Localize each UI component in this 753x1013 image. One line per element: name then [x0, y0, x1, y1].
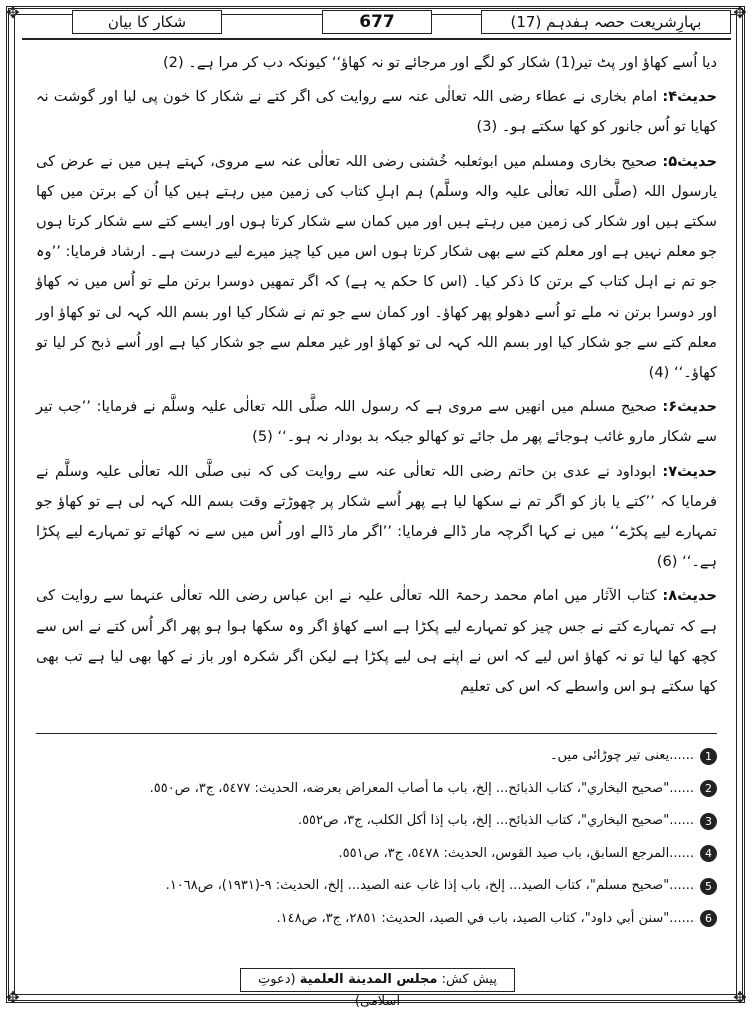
footnote-number: 5 [700, 878, 717, 895]
footnote: 4 ......المرجع السابق، باب صيد القوس، الحديث: ٥٤٧٨، ج٣، ص٥٥١. [36, 838, 717, 871]
main-text [36, 48, 717, 706]
hadith-heading: حدیث۸: [662, 587, 717, 605]
footnote-number: 2 [700, 780, 717, 797]
footnote: 5 ......"صحيح مسلم"، كتاب الصيد... إلخ، باب إذا غاب عنه الصيد... إلخ، الحديث: ٩-(١٩٣١)، ص١٠٦٨. [36, 870, 717, 903]
hadith-6: حدیث۶: صحیح مسلم میں انھیں سے مروی ہے کہ رسول اللہ صلَّی اللہ تعالٰی علیہ وسلَّم نے فرمایا: ’’جب تیر سے شکار مارو غائب ہوجائے پھر مل جائے تو کھالو جبکہ بد بودار نہ ہو۔‘‘ (5) [36, 398, 717, 446]
hadith-heading: حدیث۴: [662, 88, 717, 106]
chapter-title: شکار کا بیان [72, 10, 222, 34]
page-header [22, 8, 731, 36]
footnotes [36, 740, 717, 935]
publisher-name: مجلس المدینة العلمیة [299, 972, 438, 987]
presenter-label: پیش کش: [441, 972, 497, 987]
footnote: 1 ......یعنی تیر چوڑائی میں۔ [36, 740, 717, 773]
footnote: 3 ......"صحيح البخاري"، كتاب الذبائح... إلخ، باب إذا أكل الكلب، ج٣، ص٥٥٢. [36, 805, 717, 838]
footnote: 6 ......"سنن أبي داود"، كتاب الصيد، باب في الصيد، الحديث: ٢٨٥١، ج٣، ص١٤٨. [36, 903, 717, 936]
corner-ornament-icon: ✥ [733, 3, 747, 22]
hadith-heading: حدیث۵: [662, 152, 717, 170]
hadith-5: حدیث۵: صحیح بخاری ومسلم میں ابوثعلبہ خُشنی رضی اللہ تعالٰی عنہ سے مروی، کہتے ہیں میں نے عرض کی یارسول اللہ (صلَّی اللہ تعالٰی علیہ والہ وسلَّم) ہم اہلِ کتاب کی زمین میں رہتے ہیں کیا اُن کے برتن میں کھا سکتے ہیں اور شکار کی زمین میں رہتے ہیں اور میں کمان سے شکار کرتا ہوں اور ایسے کتے سے شکار کرتا ہوں جو معلم نہیں ہے اور معلم کتے سے بھی شکار کرتا ہوں اس میں کیا چیز میرے لیے درست ہے۔ ارشاد فرمایا: ’’وہ جو تم نے اہل کتاب کے برتن کا ذکر کیا۔ (اس کا حکم یہ ہے) کہ اگر تمھیں دوسرا برتن ملے تو اُس میں نہ کھاؤ اور دوسرا برتن نہ ملے تو اُسے دھولو پھر کھاؤ۔ اور کمان سے جو تم نے شکار کیا اور بسم اللہ کہہ لی تو کھاؤ اور معلم کتے سے جو شکار کیا اور بسم اللہ کہہ لی تو کھاؤ اور غیر معلم سے جو شکار کیا ہے اور اُسے ذبح کر لیا تو کھاؤ۔‘‘ (4) [36, 152, 717, 382]
hadith-4: حدیث۴: امام بخاری نے عطاء رضی اللہ تعالٰی عنہ سے روایت کی اگر کتے نے شکار کا خون پی لیا اور گوشت نہ کھایا تو اُس جانور کو کھا سکتے ہو۔ (3) [36, 88, 717, 136]
hadith-heading: حدیث۷: [662, 462, 717, 480]
footnote-number: 1 [700, 748, 717, 765]
header-divider [22, 38, 731, 40]
footnote-divider [36, 733, 717, 734]
footnote-number: 4 [700, 845, 717, 862]
page-footer [240, 968, 515, 1009]
corner-ornament-icon: ✥ [6, 3, 20, 22]
hadith-7: حدیث۷: ابوداود نے عدی بن حاتم رضی اللہ تعالٰی عنہ سے روایت کی کہ نبی صلَّی اللہ تعالٰی علیہ وسلَّم نے فرمایا کہ ’’کتے یا باز کو اگر تم نے سکھا لیا ہے پھر اُسے شکار پر چھوڑتے وقت بسم اللہ کہہ لی ہے تو کھاؤ جو تمہارے لیے پکڑے‘‘ میں نے کہا اگرچہ مار ڈالے فرمایا: ’’اگر مار ڈالے اور اُس میں سے نہ کھائے تو تمہارے لیے پکڑا ہے۔‘‘ (6) [36, 462, 717, 571]
paragraph: دیا اُسے کھاؤ اور پٹ تیر(1) شکار کو لگے اور مرجائے تو نہ کھاؤ‘‘ کیونکہ دب کر مرا ہے۔ (2) [162, 54, 717, 71]
footnote: 2 ......"صحيح البخاري"، كتاب الذبائح... إلخ، باب ما أصاب المعراض بعرضه، الحديث: ٥٤٧٧، ج٣، ص٥٥٠. [36, 773, 717, 806]
hadith-heading: حدیث۶: [662, 398, 717, 416]
footnote-number: 6 [700, 910, 717, 927]
footnote-number: 3 [700, 813, 717, 830]
page-number: 677 [322, 10, 432, 34]
organization-name: (دعوتِ اسلامی) [258, 972, 401, 1009]
book-title: بہارِشریعت حصہ ہفدہم (17) [481, 10, 731, 34]
corner-ornament-icon: ✥ [6, 988, 20, 1007]
corner-ornament-icon: ✥ [733, 988, 747, 1007]
hadith-8: حدیث۸: کتاب الآثار میں امام محمد رحمۃ اللہ تعالٰی علیہ نے ابن عباس رضی اللہ تعالٰی عنہما سے روایت کی ہے کہ تمہارے کتے نے جس چیز کو تمہارے لیے پکڑا ہے اسے کھاؤ اگر وہ سکھا ہوا ہو پھر اگر اُس کتے نے اس سے کچھ کھا لیا تو نہ کھاؤ اس لیے کہ اس نے اپنے ہی لیے پکڑا ہے لیکن اگر شکرہ اور باز نے کھا بھی لیا ہے تب بھی کھا سکتے ہو اس واسطے کہ اس کی تعلیم [36, 587, 717, 696]
